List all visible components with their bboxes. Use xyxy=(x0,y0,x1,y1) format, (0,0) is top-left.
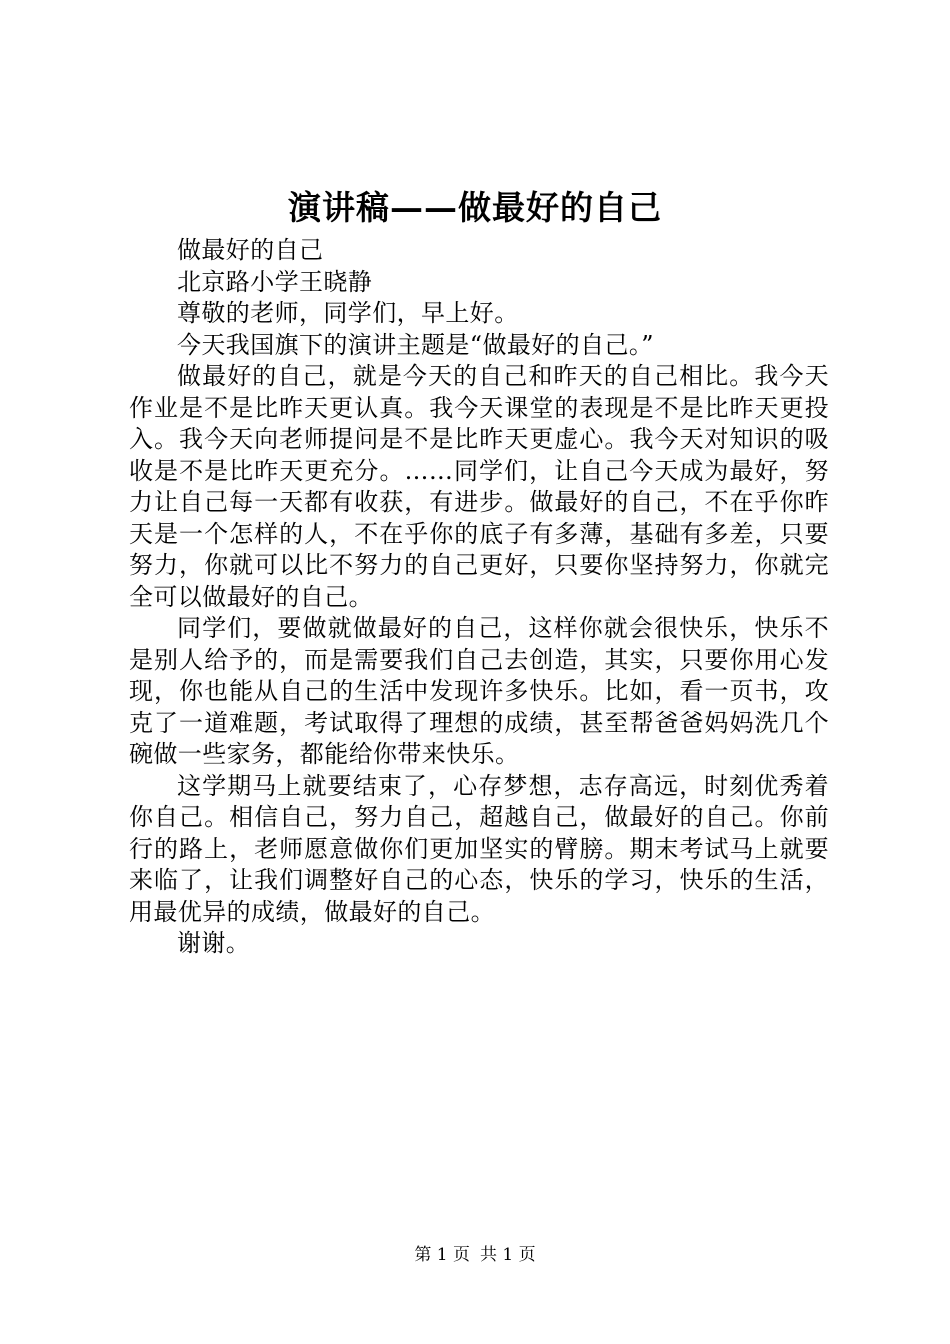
body-paragraph-2: 同学们，要做就做最好的自己，这样你就会很快乐，快乐不是别人给予的，而是需要我们自己去创造，其实，只要你用心发现，你也能从自己的生活中发现许多快乐。比如，看一页书，攻克了一道难题，考试取得了理想的成绩，甚至帮爸爸妈妈洗几个碗做一些家务，都能给你带来快乐。 xyxy=(129,614,829,768)
closing-paragraph: 谢谢。 xyxy=(177,929,251,957)
page-number: 第 1 页 xyxy=(414,1245,470,1265)
greeting-paragraph: 尊敬的老师，同学们，早上好。 xyxy=(177,299,519,327)
topic-paragraph: 今天我国旗下的演讲主题是“做最好的自己。” xyxy=(177,330,654,359)
page-footer xyxy=(0,1245,950,1265)
document-title: 演讲稿——做最好的自己 xyxy=(288,188,662,227)
body-paragraph-3: 这学期马上就要结束了，心存梦想，志存高远，时刻优秀着你自己。相信自己，努力自己，超越自己，做最好的自己。你前行的路上，老师愿意做你们更加坚实的臂膀。期末考试马上就要来临了，让我们调整好自己的心态，快乐的学习，快乐的生活，用最优异的成绩，做最好的自己。 xyxy=(129,771,829,926)
body-paragraph-1: 做最好的自己，就是今天的自己和昨天的自己相比。我今天作业是不是比昨天更认真。我今天课堂的表现是不是比昨天更投入。我今天向老师提问是不是比昨天更虚心。我今天对知识的吸收是不是比昨天更充分。……同学们，让自己今天成为最好，努力让自己每一天都有收获，有进步。做最好的自己，不在乎你昨天是一个怎样的人，不在乎你的底子有多薄，基础有多差，只要努力，你就可以比不努力的自己更好，只要你坚持努力，你就完全可以做最好的自己。 xyxy=(129,362,829,611)
speech-subtitle: 做最好的自己 xyxy=(177,236,324,264)
document-body xyxy=(129,235,829,960)
speaker-line: 北京路小学王晓静 xyxy=(177,267,373,296)
page-total: 共 1 页 xyxy=(480,1245,536,1265)
